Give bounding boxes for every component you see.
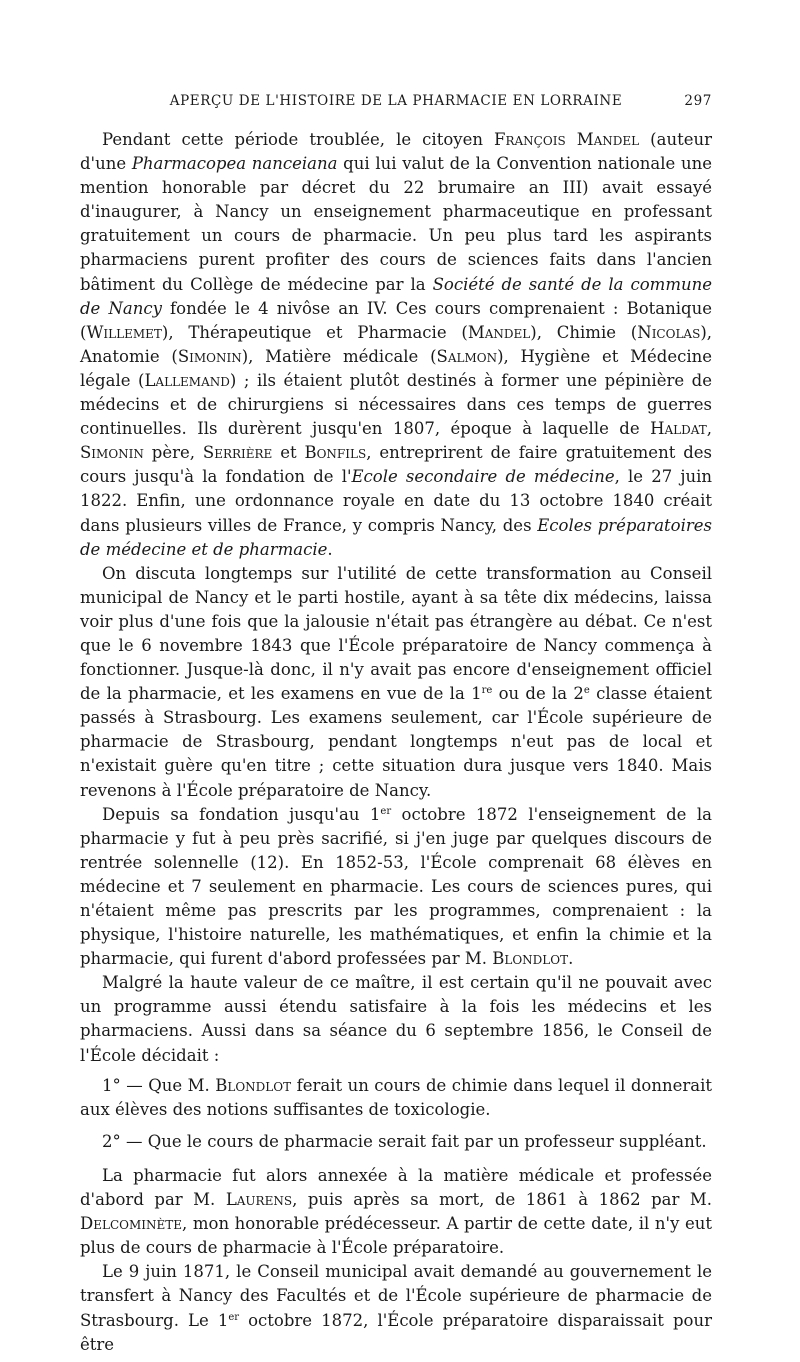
- superscript: er: [228, 1311, 240, 1323]
- paragraph: [80, 1260, 712, 1356]
- italic-title: Ecole secondaire de médecine: [351, 467, 615, 487]
- person-name: Salmon: [436, 346, 498, 366]
- text-run: Depuis sa fondation jusqu'au 1: [102, 804, 381, 824]
- italic-title: Pharmacopea nanceiana: [131, 154, 338, 174]
- paragraph: [80, 803, 712, 972]
- person-name: Willemet: [86, 322, 162, 342]
- body-text: [80, 128, 712, 1357]
- person-name: Simonin: [80, 443, 144, 463]
- person-name: Lallemand: [144, 370, 230, 390]
- text-run: ferait un cours de chimie dans lequel il donnerait aux élèves des notions suffisantes de toxicologie.: [80, 1075, 712, 1119]
- person-name: Haldat: [650, 419, 707, 439]
- text-run: Pendant cette période troublée, le citoyen: [102, 130, 495, 149]
- text-run: (auteur d'une: [80, 130, 712, 174]
- person-name: Nicolas: [637, 322, 701, 342]
- person-name: Delcominète: [80, 1214, 183, 1234]
- text-run: , entreprirent de faire gratuitement des cours jusqu'à la fondation de l': [80, 443, 712, 487]
- text-run: , mon honorable prédécesseur. A partir de cette date, il n'y eut plus de cours de pharmacie à l'École préparatoire.: [80, 1214, 712, 1258]
- superscript: er: [380, 805, 392, 817]
- text-run: ,: [706, 419, 712, 439]
- text-run: classe étaient passés à Strasbourg. Les examens seulement, car l'École supérieure de pharmacie de Strasbourg, pendant longtemps n'eut pas de local et n'existait guère qu'en titre ; cette situation dura jusque vers 1840. Mais revenons à l'École préparatoire de Nancy.: [80, 684, 712, 800]
- person-name: Blondlot: [492, 949, 569, 969]
- person-name: Blondlot: [215, 1075, 292, 1095]
- text-run: ) ; ils étaient plutôt destinés à former une pépinière de médecins et de chirurgiens si nécessaires dans ces temps de guerres continuelles. Ils durèrent jusqu'en 1807, époque à laquelle de: [80, 370, 712, 439]
- text-run: ), Matière médicale (: [241, 346, 437, 366]
- text-run: ), Thérapeutique et Pharmacie (: [161, 322, 468, 342]
- paragraph: [80, 1164, 712, 1260]
- text-run: père,: [143, 443, 203, 463]
- superscript: re: [481, 685, 493, 697]
- text-run: , puis après sa mort, de 1861 à 1862 par M.: [292, 1190, 712, 1210]
- person-name: Laurens: [225, 1190, 293, 1210]
- paragraph: [80, 562, 712, 803]
- person-name: Mandel: [467, 322, 531, 342]
- page-number: 297: [684, 93, 712, 109]
- text-run: , le 27 juin 1822. Enfin, une ordonnance royale en date du 13 octobre 1840 créait dans plusieurs villes de France, y compris Nancy, des: [80, 467, 712, 535]
- paragraph: [80, 128, 712, 562]
- text-run: 1° — Que M.: [102, 1075, 216, 1095]
- running-header: [80, 93, 712, 115]
- header-title: APERÇU DE L'HISTOIRE DE LA PHARMACIE EN LORRAINE: [169, 93, 623, 109]
- text-run: Malgré la haute valeur de ce maître, il est certain qu'il ne pouvait avec un programme aussi étendu satisfaire à la fois les médecins et les pharmaciens. Aussi dans sa séance du 6 septembre 1856, le Conseil de l'École décidait :: [80, 973, 712, 1065]
- text-run: ), Chimie (: [530, 322, 638, 342]
- text-run: ), Hygiène et Médecine légale (: [80, 346, 712, 390]
- text-run: qui lui valut de la Convention nationale une mention honorable par décret du 22 brumaire an III) avait essayé d'inaugurer, à Nancy un enseignement pharmaceutique en professant gratuitement un cours de pharmacie. Un peu plus tard les aspirants pharmaciens purent profiter des cours de sciences faits dans l'ancien bâtiment du Collège de médecine par la: [80, 154, 712, 294]
- person-name: Simonin: [177, 346, 242, 366]
- text-run: fondée le 4 nivôse an IV. Ces cours comprenaient : Botanique (: [80, 298, 712, 342]
- text-run: La pharmacie fut alors annexée à la matière médicale et professée d'abord par M.: [80, 1165, 712, 1210]
- text-run: 2° — Que le cours de pharmacie serait fait par un professeur suppléant.: [102, 1131, 707, 1151]
- text-run: .: [327, 539, 333, 559]
- person-name: François Mandel: [494, 130, 640, 149]
- person-name: Bonfils: [304, 443, 367, 463]
- text-run: ou de la 2: [492, 684, 584, 704]
- italic-title: Société de santé de la commune de Nancy: [80, 274, 712, 318]
- text-run: ), Anatomie (: [80, 322, 712, 366]
- person-name: Serrière: [202, 443, 273, 463]
- text-run: octobre 1872 l'enseignement de la pharmacie y fut à peu près sacrifié, si j'en juge par quelques discours de rentrée solennelle (12). En 1852-53, l'École comprenait 68 élèves en médecine et 7 seulement en pharmacie. Les cours de sciences pures, qui n'étaient même pas prescrits par les programmes, comprenaient : la physique, l'histoire naturelle, les mathématiques, et enfin la chimie et la pharmacie, qui furent d'abord professées par M.: [80, 804, 712, 969]
- text-run: Le 9 juin 1871, le Conseil municipal avait demandé au gouvernement le transfert à Nancy des Facultés et de l'École supérieure de pharmacie de Strasbourg. Le 1: [80, 1262, 712, 1330]
- text-run: octobre 1872, l'École préparatoire disparaissait pour être: [80, 1310, 712, 1354]
- text-run: et: [272, 443, 305, 463]
- text-run: .: [568, 949, 574, 969]
- superscript: e: [583, 685, 590, 697]
- paragraph: [80, 971, 712, 1067]
- list-item: [80, 1130, 712, 1154]
- text-run: On discuta longtemps sur l'utilité de cette transformation au Conseil municipal de Nancy et le parti hostile, ayant à sa tête dix médecins, laissa voir plus d'une fois que la jalousie n'était pas étrangère au débat. Ce n'est que le 6 novembre 1843 que l'École préparatoire de Nancy commença à fonctionner. Jusque-là donc, il n'y avait pas encore d'enseignement officiel de la pharmacie, et les examens en vue de la 1: [80, 563, 712, 704]
- list-item: [80, 1074, 712, 1122]
- italic-title: Ecoles préparatoires de médecine et de pharmacie: [80, 515, 712, 559]
